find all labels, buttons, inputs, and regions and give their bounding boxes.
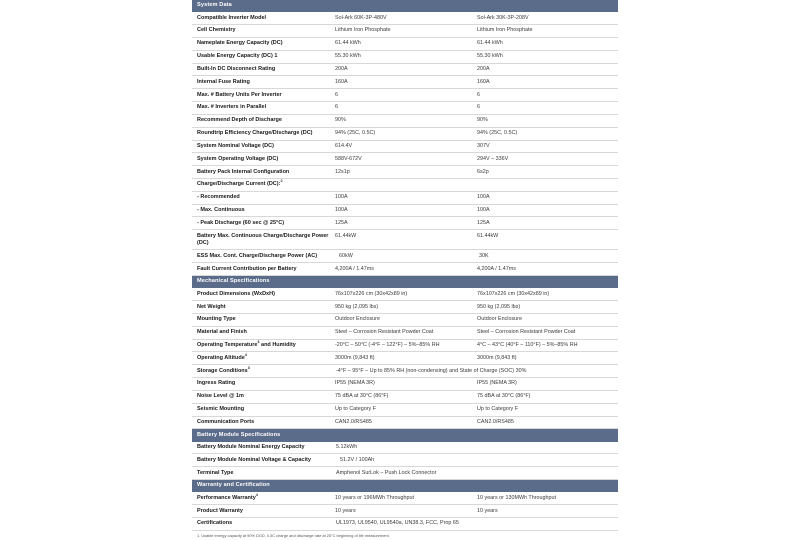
row-value-col1: 100A xyxy=(335,207,348,214)
table-row xyxy=(192,467,618,480)
row-value-col2: Sol-Ark 30K-3P-208V xyxy=(477,14,529,21)
row-value-col2: 10 years xyxy=(477,507,498,514)
row-value-col1: Steel – Corrosion Resistant Powder Coat xyxy=(335,329,434,336)
row-label: Built-In DC Disconnect Rating xyxy=(197,65,276,72)
row-label: Usable Energy Capacity (DC) 1 xyxy=(197,53,278,60)
table-row xyxy=(192,518,618,531)
table-row xyxy=(192,404,618,417)
table-row xyxy=(192,205,618,218)
row-value-col1: Lithium Iron Phosphate xyxy=(335,27,391,34)
row-value-col1: 75 dBA at 30°C (86°F) xyxy=(335,393,389,400)
row-label: Performance Warranty$^4$ xyxy=(197,492,258,501)
row-value-col2: 61.44kW xyxy=(477,232,499,239)
section-heading-system-data: System Data xyxy=(192,0,618,12)
row-value-col2: 950 kg (2,095 lbs) xyxy=(477,303,521,310)
row-label: Operating Altitude$^4$ xyxy=(197,352,247,361)
row-value-col1: CAN2.0/RS485 xyxy=(335,418,372,425)
section-heading-warranty-and-certification: Warranty and Certification xyxy=(192,480,618,492)
row-label: - Max. Continuous xyxy=(197,207,245,214)
table-row xyxy=(192,153,618,166)
row-value-col1: 160A xyxy=(335,78,348,85)
table-row xyxy=(192,301,618,314)
row-label: Operating Temperature$^3$ and Humidity xyxy=(197,340,296,348)
row-value-col2: 90% xyxy=(477,117,488,124)
table-row xyxy=(192,76,618,89)
table-row xyxy=(192,38,618,51)
table-row xyxy=(192,64,618,77)
row-value-col1: 90% xyxy=(335,117,346,124)
row-value-col2: 30K xyxy=(479,252,489,259)
specification-table xyxy=(192,0,618,539)
row-label: Compatible Inverter Model xyxy=(197,14,267,21)
row-label: Max. # Battery Units Per Inverter xyxy=(197,91,282,98)
table-row xyxy=(192,442,618,455)
footnote-marker: 4 xyxy=(255,492,258,497)
row-value-spanning: 5.12kWh xyxy=(336,444,358,451)
row-label: Storage Conditions$^3$ xyxy=(197,365,250,374)
row-value-col1: 100A xyxy=(335,194,348,201)
row-value-col1: 10 years or 196MWh Throughput xyxy=(335,494,415,501)
row-value-col2: 10 years or 130MWh Throughput xyxy=(477,494,557,501)
table-row xyxy=(192,340,618,353)
row-label: Net Weight xyxy=(197,303,226,310)
row-value-col2: 3000m (9,843 ft) xyxy=(477,354,517,361)
row-value-col2: Outdoor Enclosure xyxy=(477,316,522,323)
table-row xyxy=(192,288,618,301)
row-label: - Recommended xyxy=(197,194,240,201)
row-value-col2 xyxy=(476,179,618,191)
row-label: Roundtrip Efficiency Charge/Discharge (DC) xyxy=(197,130,313,137)
table-row xyxy=(192,25,618,38)
row-value-col2: 75 dBA at 30°C (86°F) xyxy=(477,393,531,400)
row-label: Cell Chemistry xyxy=(197,27,236,34)
row-label: Battery Module Nominal Energy Capacity xyxy=(197,444,305,451)
row-value-col2: Steel – Corrosion Resistant Powder Coat xyxy=(477,329,576,336)
table-row xyxy=(192,51,618,64)
table-row xyxy=(192,230,618,250)
table-row xyxy=(192,314,618,327)
row-value-col2: 294V – 336V xyxy=(477,155,509,162)
row-value-spanning: -4°F – 95°F – Up to 85% RH (non-condensing) and State of Charge (SOC) 30% xyxy=(336,367,527,374)
row-value-col2: 55.30 kWh xyxy=(477,53,503,60)
row-label: Mounting Type xyxy=(197,316,236,323)
row-value-col1: 10 years xyxy=(335,507,356,514)
row-value-col2: 61.44 kWh xyxy=(477,40,503,47)
row-label: Recommend Depth of Discharge xyxy=(197,117,282,124)
row-value-col1: -20°C – 50°C (-4°F – 122°F) – 5%–85% RH xyxy=(335,341,440,348)
row-label: Product Warranty xyxy=(197,507,243,514)
row-label: Fault Current Contribution per Battery xyxy=(197,265,297,272)
row-label: Noise Level @ 1m xyxy=(197,393,244,400)
row-value-col1: Up to Category F xyxy=(335,406,377,413)
table-row xyxy=(192,505,618,518)
row-label: - Peak Discharge (60 sec @ 25°C) xyxy=(197,219,285,226)
row-value-spanning: 51.2V / 100Ah xyxy=(340,456,375,463)
footnote-marker: 3 xyxy=(247,365,250,370)
row-label: System Operating Voltage (DC) xyxy=(197,155,279,162)
row-value-col1: 4,200A / 1.47ms xyxy=(335,265,374,272)
table-row xyxy=(192,250,618,263)
row-value-col2: 6 xyxy=(477,91,480,98)
row-value-col2: 6 xyxy=(477,104,480,111)
table-row xyxy=(192,492,618,505)
row-value-col1: Sol-Ark 60K-3P-480V xyxy=(335,14,387,21)
row-label: System Nominal Voltage (DC) xyxy=(197,142,274,149)
row-value-col1: Outdoor Enclosure xyxy=(335,316,380,323)
table-row xyxy=(192,128,618,141)
row-label: Internal Fuse Rating xyxy=(197,78,250,85)
row-value-col1: 61.44kW xyxy=(335,232,357,239)
footnote-marker: 3 xyxy=(257,340,260,345)
row-value-col1: 60kW xyxy=(339,252,353,259)
row-value-col1: 6 xyxy=(335,91,338,98)
row-value-spanning: Amphenol SurLok – Push Lock Connector xyxy=(336,469,437,476)
row-label: Nameplate Energy Capacity (DC) xyxy=(197,40,283,47)
row-value-col2: 94% (25C, 0.5C) xyxy=(477,130,518,137)
row-value-col2: 307V xyxy=(477,142,490,149)
row-label: Ingress Rating xyxy=(197,380,236,387)
table-row xyxy=(192,352,618,365)
row-value-col2: 100A xyxy=(477,207,490,214)
row-value-col2: Lithium Iron Phosphate xyxy=(477,27,533,34)
row-value-col2: 6s2p xyxy=(477,168,489,175)
row-label: Seismic Mounting xyxy=(197,406,245,413)
row-label: Certifications xyxy=(197,520,233,527)
row-label: Material and Finish xyxy=(197,329,247,336)
row-label: Battery Max. Continuous Charge/Discharge Power (DC) xyxy=(197,232,329,246)
table-row xyxy=(192,179,618,192)
row-label: Charge/Discharge Current (DC):$^2$ xyxy=(197,179,283,188)
row-label: Product Dimensions (WxDxH) xyxy=(197,290,275,297)
row-label: Communication Ports xyxy=(197,418,255,425)
row-value-col1: 76x107x226 cm (30x42x89 in) xyxy=(335,290,408,297)
table-row xyxy=(192,12,618,25)
row-value-col1: 3000m (9,843 ft) xyxy=(335,354,375,361)
table-row xyxy=(192,263,618,276)
row-value-col1: 950 kg (2,095 lbs) xyxy=(335,303,379,310)
table-row xyxy=(192,89,618,102)
table-row xyxy=(192,417,618,430)
row-label: Battery Pack Internal Configuration xyxy=(197,168,290,175)
row-label: Max. # Inverters in Parallel xyxy=(197,104,267,111)
table-row xyxy=(192,192,618,205)
row-value-col2: 76x107x226 cm (30x42x89 in) xyxy=(477,290,550,297)
footnote-marker: 2 xyxy=(280,179,283,184)
section-heading-mechanical-specifications: Mechanical Specifications xyxy=(192,276,618,288)
row-value-col2: 125A xyxy=(477,219,490,226)
footnote-text: 1. Usable energy capacity at 90% DOD, 0.5C charge and discharge rate at 25°C beginning of life measurement. xyxy=(197,533,390,539)
table-row xyxy=(192,166,618,179)
row-value-col2: 4,200A / 1.47ms xyxy=(477,265,516,272)
row-value-col1: 125A xyxy=(335,219,348,226)
row-value-col1: 200A xyxy=(335,65,348,72)
row-value-col1: 588V-672V xyxy=(335,155,362,162)
table-row xyxy=(192,365,618,378)
row-value-col2: 4°C – 43°C (40°F – 110°F) – 5%–85% RH xyxy=(477,341,578,348)
row-label: Terminal Type xyxy=(197,469,234,476)
row-value-col2: IP55 (NEMA 3R) xyxy=(477,380,517,387)
row-value-col1: 12s1p xyxy=(335,168,350,175)
table-row xyxy=(192,102,618,115)
row-value-col1 xyxy=(335,179,476,191)
table-row xyxy=(192,327,618,340)
row-value-spanning: UL1973, UL9540, UL9540a, UN38.3, FCC, Prop 65 xyxy=(336,520,459,527)
row-value-col1: IP55 (NEMA 3R) xyxy=(335,380,375,387)
row-value-col1: 55.30 kWh xyxy=(335,53,361,60)
row-value-col1: 614.4V xyxy=(335,142,353,149)
row-value-col1: 61.44 kWh xyxy=(335,40,361,47)
footnote-marker: 4 xyxy=(244,352,247,357)
row-value-col2: 100A xyxy=(477,194,490,201)
table-row xyxy=(192,115,618,128)
row-value-col2: Up to Category F xyxy=(477,406,519,413)
table-row xyxy=(192,141,618,154)
row-value-col1: 6 xyxy=(335,104,338,111)
row-value-col2: CAN2.0/RS485 xyxy=(477,418,514,425)
row-label: Battery Module Nominal Voltage & Capacity xyxy=(197,456,311,463)
row-value-col1: 94% (25C, 0.5C) xyxy=(335,130,376,137)
row-value-col2: 200A xyxy=(477,65,490,72)
table-row xyxy=(192,378,618,391)
row-value-col2: 160A xyxy=(477,78,490,85)
section-heading-battery-module-specifications: Battery Module Specifications xyxy=(192,429,618,441)
row-label: ESS Max. Cont. Charge/Discharge Power (AC) xyxy=(197,252,318,259)
table-row xyxy=(192,217,618,230)
table-row xyxy=(192,391,618,404)
table-row xyxy=(192,454,618,467)
